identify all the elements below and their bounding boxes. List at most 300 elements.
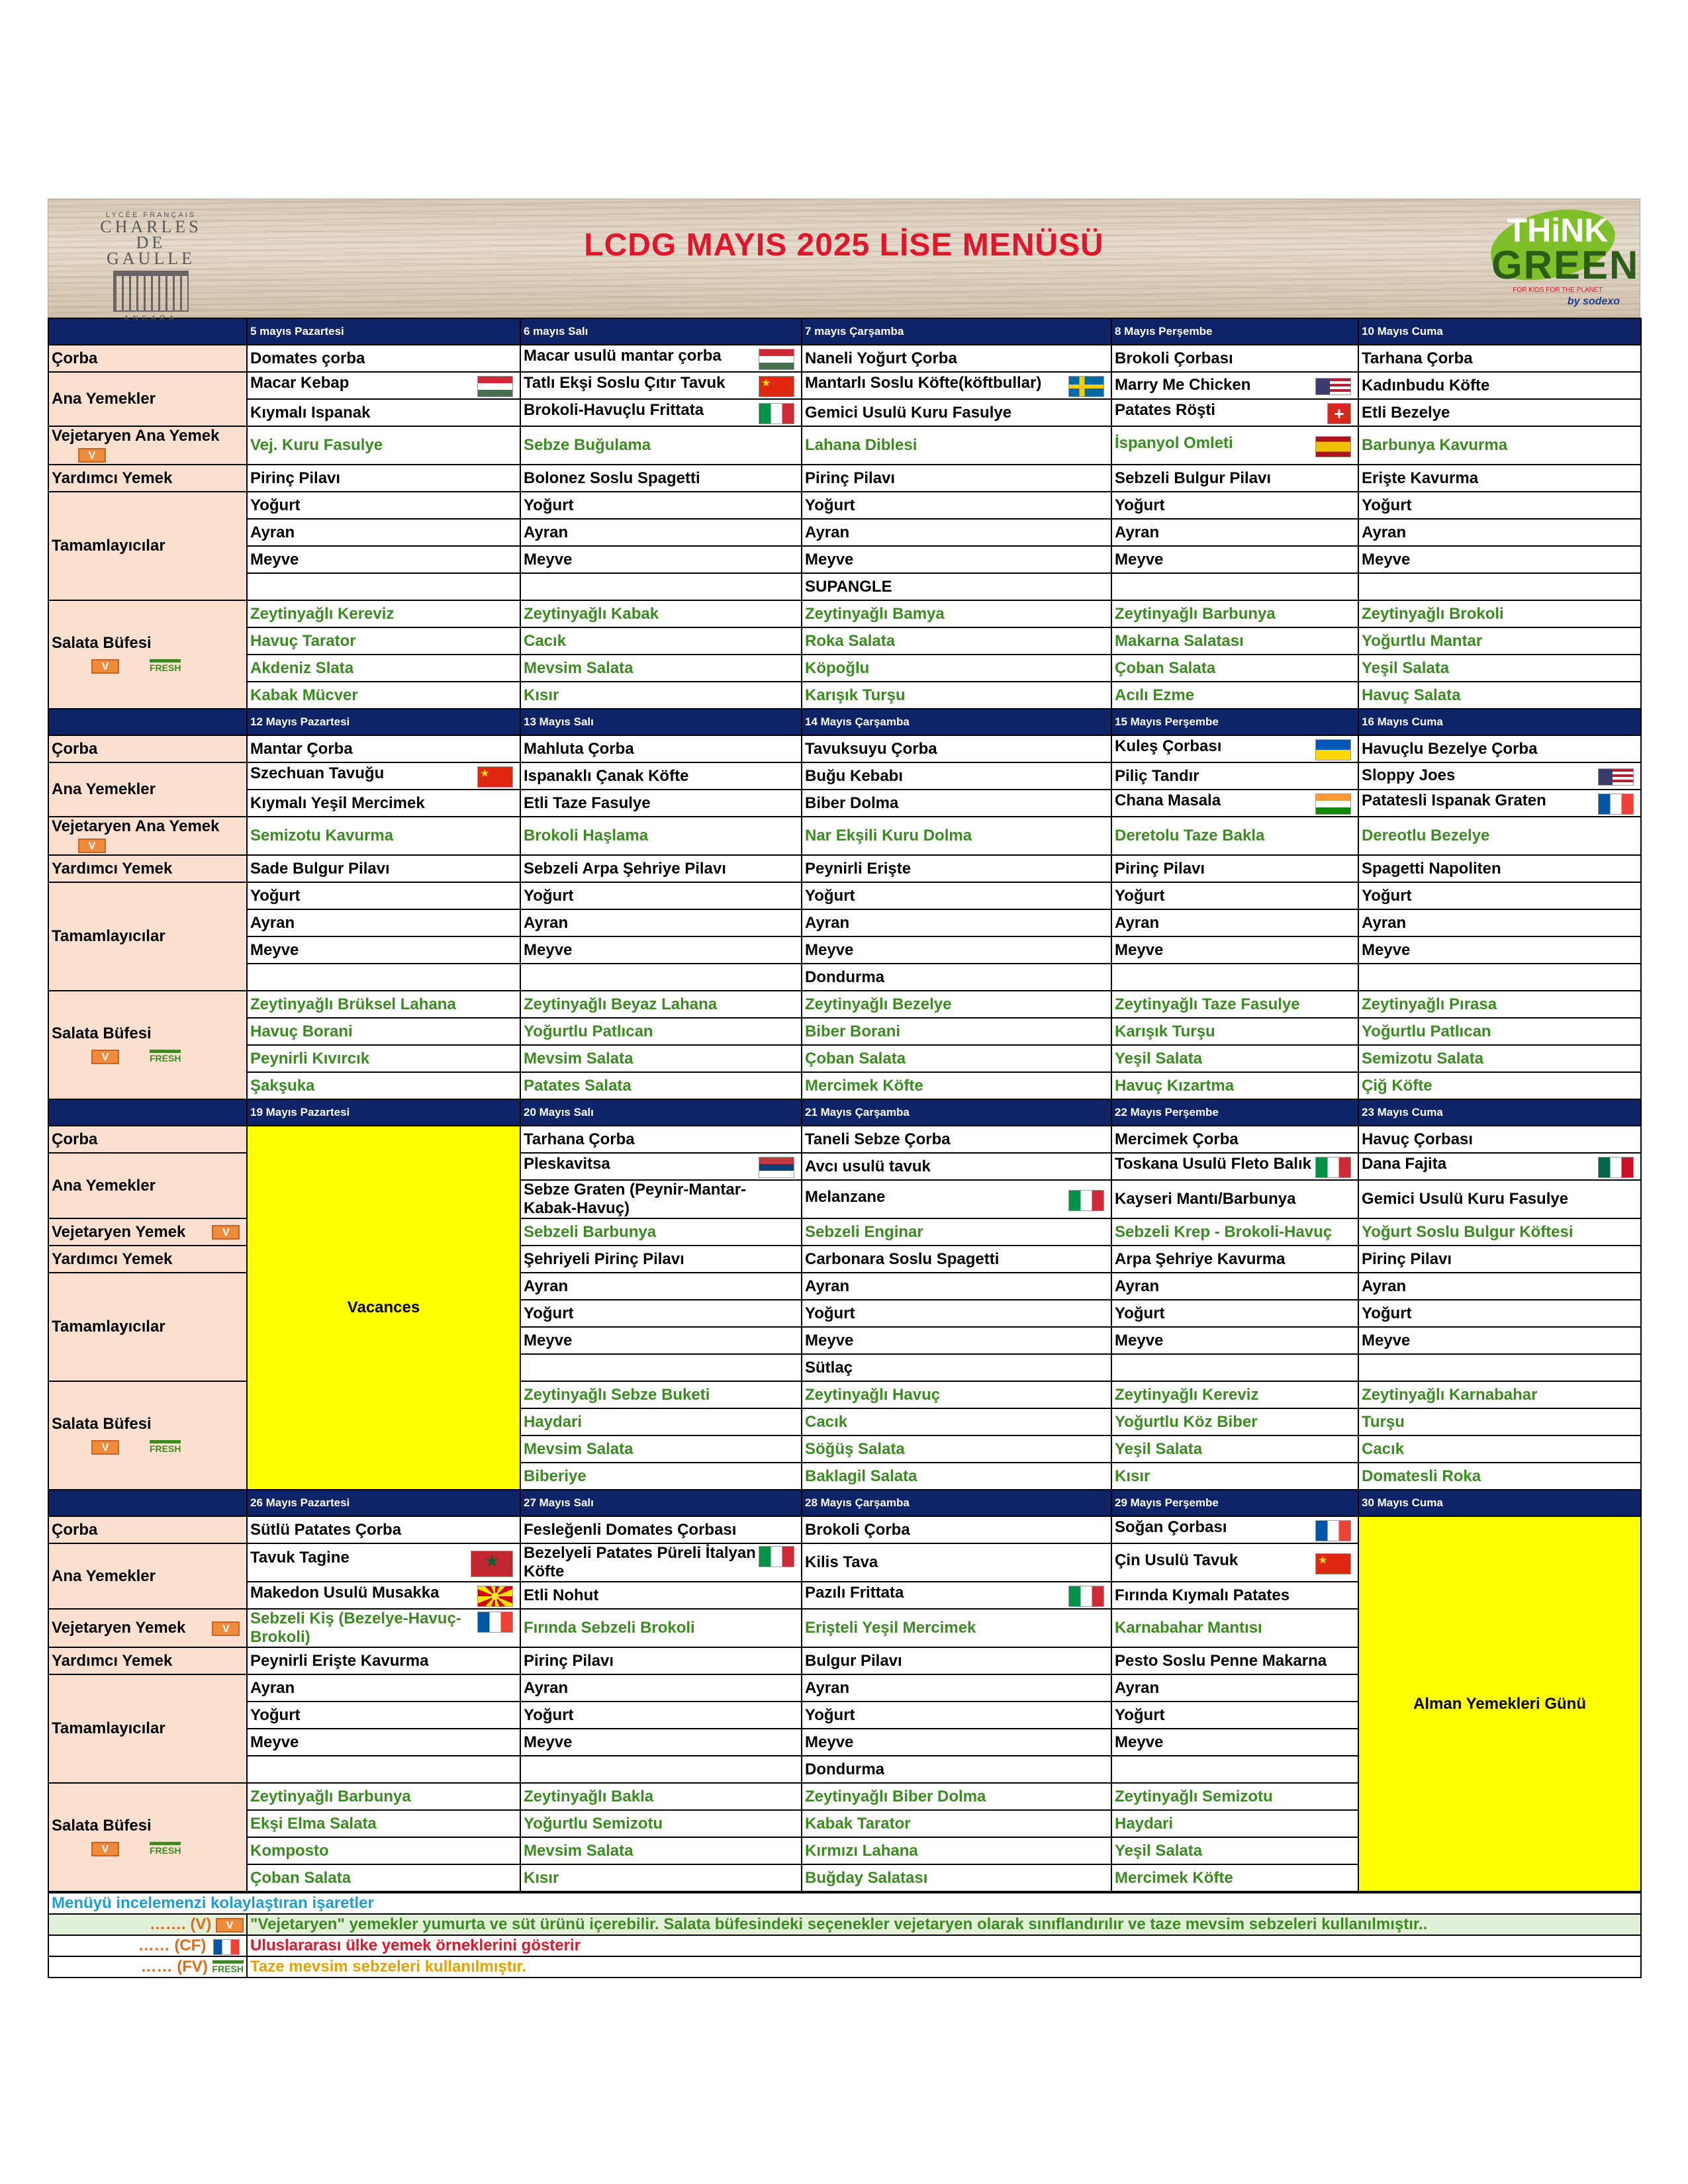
menu-cell-yard (1111, 855, 1358, 882)
menu-cell-vej (1358, 426, 1641, 465)
menu-cell-vej (802, 817, 1111, 855)
menu-cell-vej (1111, 1218, 1358, 1246)
menu-cell-corba (247, 735, 520, 762)
menu-cell-s1 (1358, 991, 1641, 1018)
row-label-text: Ana Yemekler (52, 780, 156, 798)
menu-cell-t3 (520, 546, 802, 573)
menu-cell-t3 (802, 1729, 1111, 1756)
menu-cell-vej (520, 426, 802, 465)
row-label-ana (48, 762, 247, 817)
menu-cell-ana1 (1358, 1153, 1641, 1180)
menu-cell-ana2 (1358, 790, 1641, 817)
menu-cell-t1 (802, 882, 1111, 909)
menu-item: Meyve (1362, 1331, 1411, 1349)
menu-cell-ana1 (520, 1153, 802, 1180)
menu-cell-t3 (1111, 1327, 1358, 1354)
menu-item: Zeytinyağlı Kereviz (1115, 1385, 1259, 1404)
menu-cell-t4 (520, 964, 802, 991)
menu-cell-yard (802, 465, 1111, 492)
menu-item: Toskana Usulü Fleto Balık (1115, 1155, 1311, 1173)
row-label-text: Çorba (52, 1520, 98, 1539)
row-label-ana (48, 1153, 247, 1218)
country-flag-icon: ★ (477, 766, 513, 788)
menu-cell-corba (802, 345, 1111, 372)
veg-icon: V (78, 448, 106, 463)
day-header: 16 Mayıs Cuma (1358, 709, 1641, 735)
menu-cell-s2 (802, 1810, 1111, 1837)
menu-item: Yoğurt (524, 1706, 574, 1724)
menu-item: Piliç Tandır (1115, 766, 1199, 785)
menu-cell-corba (802, 735, 1111, 762)
menu-cell-corba (1358, 1126, 1641, 1153)
menu-cell-vej (802, 426, 1111, 465)
menu-item: Havuç Salata (1362, 686, 1461, 704)
menu-item: Meyve (524, 550, 573, 569)
veg-icon: V (91, 1842, 119, 1856)
salad-icons (52, 1047, 244, 1066)
menu-item: Akdeniz Slata (250, 659, 354, 677)
day-header-row (48, 709, 1641, 735)
menu-row-s4 (48, 682, 1641, 709)
menu-item: Meyve (250, 550, 299, 569)
menu-item: Sebzeli Enginar (805, 1222, 923, 1241)
menu-cell-t2 (520, 1702, 802, 1729)
menu-item: Tavuksuyu Çorba (805, 739, 937, 758)
menu-cell-yard (1358, 465, 1641, 492)
menu-cell-s1 (1358, 600, 1641, 627)
menu-cell-s3 (1111, 655, 1358, 682)
menu-cell-s2 (520, 1408, 802, 1435)
menu-cell-s2 (1111, 1408, 1358, 1435)
menu-cell-t4 (1358, 964, 1641, 991)
menu-item: Meyve (1115, 1733, 1164, 1751)
row-label-text: Salata Büfesi (52, 1817, 152, 1835)
menu-cell-vej (520, 1218, 802, 1246)
menu-cell-t4 (802, 1756, 1111, 1783)
menu-item: Dana Fajita (1362, 1155, 1447, 1173)
menu-item: Gemici Usulü Kuru Fasulye (1362, 1190, 1569, 1208)
row-label-text: Salata Büfesi (52, 1024, 152, 1042)
menu-row-s2 (48, 1018, 1641, 1045)
menu-row-t1 (48, 882, 1641, 909)
menu-row-ana2 (48, 790, 1641, 817)
menu-cell-s3 (802, 1045, 1111, 1072)
menu-cell-t3 (1358, 936, 1641, 964)
menu-cell-t3 (1358, 1327, 1641, 1354)
menu-item: Havuç Borani (250, 1022, 353, 1040)
menu-item: Sebzeli Bulgur Pilavı (1115, 469, 1272, 487)
menu-cell-s3 (1111, 1837, 1358, 1864)
menu-cell-ana2 (247, 1582, 520, 1609)
menu-item: Çiğ Köfte (1362, 1076, 1432, 1095)
menu-item: Sloppy Joes (1362, 766, 1456, 784)
menu-item: Çoban Salata (1115, 659, 1216, 677)
menu-cell-t2 (802, 519, 1111, 546)
menu-cell-s3 (802, 1837, 1111, 1864)
menu-item: SUPANGLE (805, 577, 892, 596)
menu-item: Yoğurt (805, 1706, 855, 1724)
menu-item: Ayran (1115, 913, 1160, 932)
menu-cell-s3 (1111, 1045, 1358, 1072)
menu-cell-s2 (247, 1810, 520, 1837)
row-label-yardimci (48, 855, 247, 882)
menu-cell-s1 (247, 1783, 520, 1810)
row-label-text: Vejetaryen Ana Yemek (52, 427, 220, 445)
menu-item: Mevsim Salata (524, 1841, 633, 1860)
menu-item: Kayseri Mantı/Barbunya (1115, 1190, 1296, 1208)
menu-item: Zeytinyağlı Kereviz (250, 604, 395, 623)
menu-row-yard (48, 465, 1641, 492)
menu-item: Ayran (805, 1678, 850, 1697)
menu-item: Yoğurt (1115, 496, 1165, 514)
menu-item: Meyve (250, 1733, 299, 1751)
country-flag-icon (1315, 739, 1351, 760)
menu-cell-t4 (520, 1756, 802, 1783)
country-flag-icon (477, 1586, 513, 1607)
menu-cell-t3 (247, 1729, 520, 1756)
row-label-text: Yardımcı Yemek (52, 1651, 173, 1670)
menu-row-s3 (48, 655, 1641, 682)
menu-item: Kıymalı Ispanak (250, 403, 371, 422)
menu-row-s4 (48, 1072, 1641, 1099)
menu-cell-corba (1358, 345, 1641, 372)
row-label-salata (48, 991, 247, 1099)
menu-item: Sütlü Patates Çorba (250, 1520, 402, 1539)
menu-item: Ayran (805, 523, 850, 541)
country-flag-icon (1068, 1586, 1104, 1607)
menu-cell-s1 (802, 600, 1111, 627)
menu-cell-ana1 (802, 1543, 1111, 1582)
menu-cell-corba (1358, 735, 1641, 762)
menu-item: Zeytinyağlı Biber Dolma (805, 1787, 986, 1805)
menu-cell-vej (247, 1609, 520, 1647)
row-label-tamam (48, 492, 247, 600)
menu-row-corba (48, 735, 1641, 762)
menu-item: Barbunya Kavurma (1362, 436, 1508, 454)
menu-item: Yoğurt (250, 886, 301, 905)
menu-item: Meyve (805, 550, 854, 569)
veg-icon: V (91, 1440, 119, 1455)
menu-cell-ana2 (1111, 1582, 1358, 1609)
menu-item: Kabak Mücver (250, 686, 358, 704)
menu-row-t3 (48, 546, 1641, 573)
menu-item: Yoğurt (1362, 1304, 1412, 1322)
menu-cell-ana1 (802, 762, 1111, 790)
menu-item: Kıymalı Yeşil Mercimek (250, 794, 425, 812)
logo-line: CHARLES (100, 217, 202, 236)
day-header-blank (48, 1490, 247, 1516)
menu-cell-yard (247, 465, 520, 492)
menu-cell-ana1 (1111, 762, 1358, 790)
menu-item: Yeşil Salata (1115, 1841, 1203, 1860)
menu-cell-t4 (802, 964, 1111, 991)
menu-item: Meyve (250, 940, 299, 959)
country-flag-icon (1598, 794, 1634, 815)
menu-cell-t2 (1111, 909, 1358, 936)
menu-cell-s3 (520, 1435, 802, 1463)
menu-cell-s1 (1358, 1381, 1641, 1408)
menu-cell-ana1 (802, 372, 1111, 399)
menu-item: Zeytinyağlı Bezelye (805, 995, 952, 1013)
menu-cell-corba (247, 345, 520, 372)
menu-item: İspanyol Omleti (1115, 433, 1233, 452)
menu-cell-yard (247, 1647, 520, 1674)
menu-cell-ana1 (802, 1153, 1111, 1180)
menu-cell-t2 (247, 1702, 520, 1729)
menu-cell-t2 (247, 519, 520, 546)
day-header-blank (48, 709, 247, 735)
menu-cell-t2 (247, 909, 520, 936)
legend-table (48, 1892, 1642, 1978)
row-label-salata (48, 1783, 247, 1891)
menu-row-t1 (48, 492, 1641, 519)
menu-cell-vej (1358, 1218, 1641, 1246)
row-label-text: Ana Yemekler (52, 390, 156, 408)
menu-item: Domates çorba (250, 349, 365, 367)
menu-item: Cacık (805, 1412, 848, 1431)
menu-item: Yoğurt (805, 1304, 855, 1322)
row-label-text: Çorba (52, 1130, 98, 1148)
menu-row-vej (48, 817, 1641, 855)
menu-item: Kırmızı Lahana (805, 1841, 918, 1860)
menu-item: Yoğurt (250, 496, 301, 514)
menu-cell-t2 (802, 1300, 1111, 1327)
menu-cell-vej (1111, 1609, 1358, 1647)
menu-cell-s3 (1358, 1045, 1641, 1072)
menu-cell-vej (247, 817, 520, 855)
row-label-text: Tamamlayıcılar (52, 537, 165, 555)
menu-item: Meyve (1115, 550, 1164, 569)
day-header-blank (48, 318, 247, 345)
menu-cell-t4 (247, 1756, 520, 1783)
menu-item: Tarhana Çorba (1362, 349, 1473, 367)
menu-item: Karışık Turşu (805, 686, 906, 704)
menu-sheet (48, 199, 1640, 1978)
menu-item: Etli Taze Fasulye (524, 794, 651, 812)
logo-line: LYCÉE FRANÇAIS (106, 211, 196, 219)
day-header-row (48, 1099, 1641, 1126)
menu-item: Zeytinyağlı Brüksel Lahana (250, 995, 456, 1013)
legend-cf-label (48, 1935, 247, 1956)
menu-item: Meyve (805, 1331, 854, 1349)
menu-cell-t1 (1111, 492, 1358, 519)
menu-cell-t2 (1358, 1300, 1641, 1327)
legend-fv-text: …… (FV) (140, 1958, 208, 1976)
row-label-corba (48, 1516, 247, 1543)
menu-item: Dondurma (805, 968, 884, 986)
menu-item: Soğan Çorbası (1115, 1518, 1227, 1536)
menu-cell-corba (1111, 1516, 1358, 1543)
menu-cell-s2 (520, 1018, 802, 1045)
row-label-text: Yardımcı Yemek (52, 469, 173, 487)
menu-row-s1 (48, 991, 1641, 1018)
menu-item: Meyve (805, 1733, 854, 1751)
menu-cell-t3 (1358, 546, 1641, 573)
menu-item: Arpa Şehriye Kavurma (1115, 1250, 1286, 1268)
menu-cell-s3 (247, 1837, 520, 1864)
day-header: 26 Mayıs Pazartesi (247, 1490, 520, 1516)
menu-cell-ana1 (247, 1543, 520, 1582)
menu-row-s3 (48, 1045, 1641, 1072)
menu-item: Bezelyeli Patates Püreli İtalyan Köfte (524, 1544, 756, 1580)
menu-cell-t4 (1111, 1756, 1358, 1783)
menu-cell-ana2 (802, 790, 1111, 817)
building-icon (113, 271, 189, 312)
menu-item: Zeytinyağlı Beyaz Lahana (524, 995, 718, 1013)
menu-item: Peynirli Erişte (805, 859, 912, 878)
menu-cell-t1 (247, 1674, 520, 1702)
menu-item: Ayran (250, 913, 295, 932)
menu-item: Brokoli Haşlama (524, 827, 649, 844)
menu-cell-ana1 (1358, 762, 1641, 790)
menu-cell-t3 (520, 1327, 802, 1354)
menu-item: Dereotlu Bezelye (1362, 827, 1490, 844)
menu-cell-corba (1111, 345, 1358, 372)
menu-item: Zeytinyağlı Barbunya (250, 1787, 411, 1805)
menu-cell-t4 (802, 573, 1111, 600)
menu-cell-ana2 (1111, 399, 1358, 426)
menu-item: Zeytinyağlı Barbunya (1115, 604, 1276, 623)
menu-cell-t4 (802, 1354, 1111, 1381)
menu-item: Zeytinyağlı Pırasa (1362, 995, 1497, 1013)
menu-item: Fırında Kıymalı Patates (1115, 1586, 1290, 1604)
menu-item: Meyve (524, 1331, 573, 1349)
menu-cell-corba (520, 345, 802, 372)
menu-item: Yoğurt (1362, 886, 1412, 905)
row-label-ana (48, 372, 247, 426)
veg-icon: V (91, 659, 119, 674)
menu-item: Spagetti Napoliten (1362, 859, 1501, 878)
menu-item: Buğday Salatası (805, 1868, 928, 1887)
menu-item: Yeşil Salata (1362, 659, 1450, 677)
menu-item: Patates Röşti (1115, 401, 1216, 419)
menu-item: Havuç Tarator (250, 631, 356, 650)
menu-cell-t4 (1111, 1354, 1358, 1381)
row-label-text: Salata Büfesi (52, 1415, 152, 1433)
country-flag-icon (1598, 1157, 1634, 1178)
menu-item: Lahana Diblesi (805, 436, 917, 454)
menu-cell-t3 (520, 1729, 802, 1756)
menu-item: Ayran (524, 1277, 569, 1295)
menu-item: Zeytinyağlı Karnabahar (1362, 1385, 1538, 1404)
menu-item: Karnabahar Mantısı (1115, 1619, 1262, 1637)
menu-item: Yoğurtlu Patlıcan (1362, 1022, 1491, 1040)
menu-cell-s4 (1111, 682, 1358, 709)
menu-item: Komposto (250, 1841, 329, 1860)
menu-cell-s1 (520, 991, 802, 1018)
menu-cell-t1 (520, 1273, 802, 1300)
row-label-text: Tamamlayıcılar (52, 1318, 165, 1336)
menu-cell-t2 (520, 909, 802, 936)
menu-item: Peynirli Erişte Kavurma (250, 1651, 429, 1670)
row-label-text: Yardımcı Yemek (52, 859, 173, 878)
menu-item: Pirinç Pilavı (250, 469, 341, 487)
menu-item: Çin Usulü Tavuk (1115, 1551, 1239, 1569)
menu-item: Nar Ekşili Kuru Dolma (805, 827, 972, 844)
menu-cell-t2 (1358, 909, 1641, 936)
menu-item: Pirinç Pilavı (1362, 1250, 1452, 1268)
menu-item: Ispanaklı Çanak Köfte (524, 766, 689, 785)
menu-item: Yeşil Salata (1115, 1439, 1203, 1458)
menu-cell-t2 (802, 1702, 1111, 1729)
menu-row-t2 (48, 519, 1641, 546)
row-label-text: Vejetaryen Yemek (52, 1222, 186, 1241)
menu-cell-vej (802, 1609, 1111, 1647)
menu-item: Makarna Salatası (1115, 631, 1244, 650)
menu-cell-corba (520, 1126, 802, 1153)
menu-cell-vej (802, 1218, 1111, 1246)
country-flag-icon (1068, 376, 1104, 397)
row-label-yardimci (48, 465, 247, 492)
menu-item: Havuç Çorbası (1362, 1130, 1474, 1148)
legend-v-text: ……. (V) (150, 1915, 212, 1933)
menu-item: Meyve (1362, 550, 1411, 569)
menu-cell-s2 (520, 627, 802, 655)
menu-item: Zeytinyağlı Sebze Buketi (524, 1385, 710, 1404)
veg-icon: V (78, 839, 106, 853)
menu-item: Yoğurtlu Mantar (1362, 631, 1483, 650)
menu-item: Yoğurt (524, 1304, 574, 1322)
menu-cell-corba (1111, 735, 1358, 762)
menu-item: Zeytinyağlı Bamya (805, 604, 945, 623)
country-flag-icon (759, 349, 794, 370)
legend-title: Menüyü incelemenzi kolaylaştıran işaretler (48, 1893, 1641, 1914)
logo-line: DE GAULLE (107, 233, 195, 268)
german-day-cell: Alman Yemekleri Günü (1358, 1516, 1641, 1891)
menu-item: Ayran (1115, 523, 1160, 541)
menu-item: Mantarlı Soslu Köfte(köftbullar) (805, 374, 1042, 392)
menu-cell-corba (520, 1516, 802, 1543)
menu-cell-corba (1111, 1126, 1358, 1153)
day-header: 12 Mayıs Pazartesi (247, 709, 520, 735)
menu-cell-t1 (1111, 1273, 1358, 1300)
country-flag-icon (1315, 378, 1351, 395)
menu-item: Söğüş Salata (805, 1439, 905, 1458)
menu-cell-t1 (1111, 882, 1358, 909)
menu-cell-s3 (247, 1045, 520, 1072)
menu-row-ana1 (48, 762, 1641, 790)
menu-item: Peynirli Kıvırcık (250, 1049, 370, 1068)
menu-item: Kısır (524, 686, 559, 704)
menu-cell-s3 (802, 1435, 1111, 1463)
country-flag-icon (1598, 768, 1634, 786)
menu-item: Yeşil Salata (1115, 1049, 1203, 1068)
menu-row-t4 (48, 964, 1641, 991)
flag-icon (213, 1939, 240, 1955)
veg-icon: V (216, 1918, 244, 1933)
menu-cell-t4 (520, 1354, 802, 1381)
menu-item: Yoğurt (1115, 886, 1165, 905)
menu-cell-s1 (1111, 1381, 1358, 1408)
row-label-text: Vejetaryen Yemek (52, 1619, 186, 1637)
day-header: 22 Mayıs Perşembe (1111, 1099, 1358, 1126)
menu-cell-ana2 (247, 399, 520, 426)
menu-cell-ana2 (520, 1180, 802, 1218)
legend-fv-desc: Taze mevsim sebzeleri kullanılmıştır. (247, 1956, 1641, 1978)
menu-cell-t3 (247, 546, 520, 573)
menu-cell-t3 (1111, 546, 1358, 573)
menu-item: Yoğurt (805, 886, 855, 905)
menu-row-t2 (48, 909, 1641, 936)
row-label-text: Çorba (52, 739, 98, 758)
menu-cell-ana2 (1111, 790, 1358, 817)
menu-cell-corba (802, 1516, 1111, 1543)
menu-item: Baklagil Salata (805, 1467, 917, 1485)
menu-item: Pirinç Pilavı (524, 1651, 614, 1670)
salad-icons (52, 657, 244, 675)
menu-cell-s2 (1358, 627, 1641, 655)
menu-item: Semizotu Salata (1362, 1049, 1484, 1068)
